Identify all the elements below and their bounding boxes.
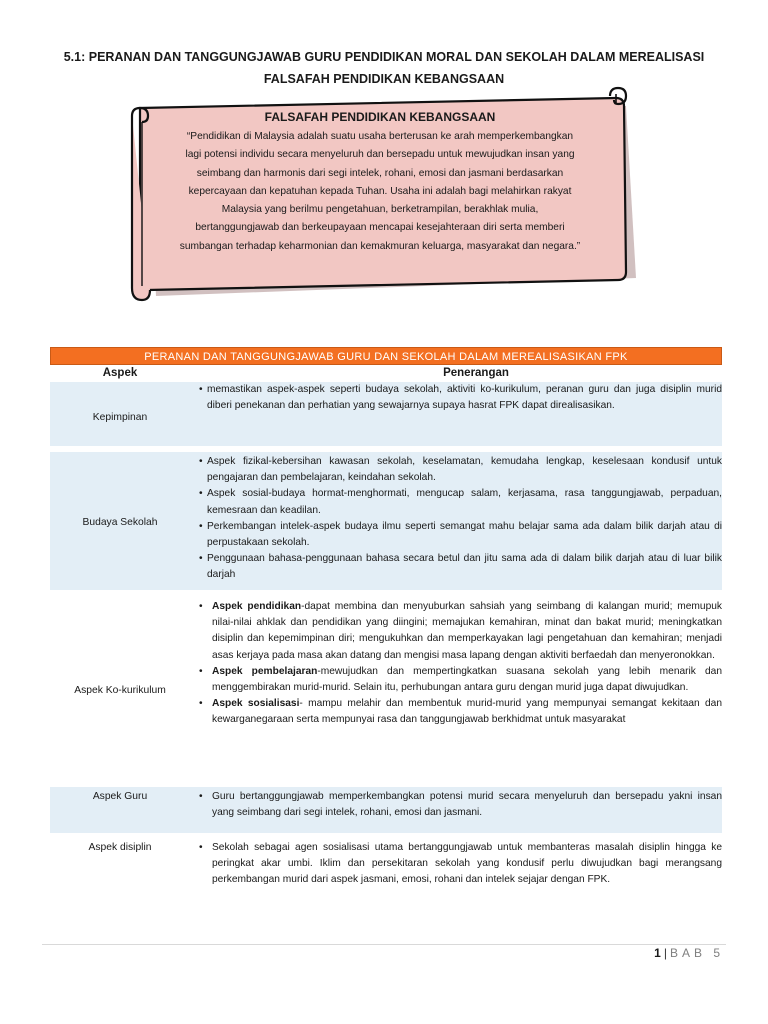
- table-row-aspek-guru: [50, 787, 722, 833]
- document-title-line-1: 5.1: PERANAN DAN TANGGUNGJAWAB GURU PENDIDIKAN MORAL DAN SEKOLAH DALAM MEREALISASI: [63, 50, 705, 64]
- quote-line: seimbang dan harmonis dari segi intelek, rohani, emosi dan jasmani berdasarkan: [196, 167, 564, 179]
- falsafah-scroll-banner: [120, 86, 644, 306]
- bullet-icon: •: [199, 553, 203, 565]
- quote-line: sumbangan terhadap keharmonian dan kemakmuran keluarga, masyarakat dan negara.”: [179, 240, 581, 252]
- falsafah-quote: [156, 128, 604, 256]
- table-row-aspek-disiplin: [50, 838, 722, 906]
- list-item: • Aspek pembelajaran-mewujudkan dan mempertingkatkan suasana sekolah yang lebih menarik dan menggembirakan murid-murid. Selain itu, perhubungan antara guru dengan murid juga dapat diwujudkan.: [199, 665, 722, 694]
- bullet-icon: •: [199, 842, 203, 853]
- list-item: • Sekolah sebagai agen sosialisasi utama bertanggungjawab untuk membanteras masalah disiplin hingga ke peringkat akar umbi. Iklim dan persekitaran sekolah yang kondusif perlu diwujudkan bagi merangsang perkembangan murid dari aspek jasmani, emosi, rohani dan intelek sejajar dengan FPK.: [199, 842, 722, 886]
- quote-line: kepercayaan dan kepatuhan kepada Tuhan. Usaha ini adalah bagi melahirkan rakyat: [188, 185, 572, 197]
- list-item: • Aspek fizikal-kebersihan kawasan sekolah, keselamatan, kemudaha lengkap, keselesaan kondusif untuk pengajaran dan pembelajaran, keindahan sekolah.: [199, 456, 722, 484]
- list-item: • Penggunaan bahasa-penggunaan bahasa secara betul dan jitu sama ada di dalam bilik darjah atau di luar bilik darjah: [199, 553, 722, 581]
- footer-divider: [42, 944, 726, 945]
- page-number: 1: [654, 946, 661, 960]
- aspek-cell: Budaya Sekolah: [82, 516, 158, 528]
- bullet-icon: •: [199, 791, 203, 802]
- penerangan-cell: [190, 840, 722, 906]
- bullet-icon: •: [199, 698, 203, 710]
- table-row-ko-kurikulum: [50, 596, 722, 782]
- list-item: • Aspek sosialisasi- mampu melahir dan membentuk murid-murid yang mempunyai semangat kekitaan dan kewarganegaraan serta mempunyai rasa dan tanggungjawab berkhidmat untuk masyarakat: [199, 698, 722, 726]
- aspek-cell: Aspek Ko-kurikulum: [74, 685, 166, 696]
- footer-separator: |: [663, 946, 667, 960]
- bullet-icon: •: [199, 520, 203, 532]
- table-header-row: [50, 365, 722, 382]
- peranan-table: [50, 347, 722, 906]
- penerangan-cell: [190, 599, 722, 782]
- quote-line: “Pendidikan di Malaysia adalah suatu usaha berterusan ke arah memperkembangkan: [186, 131, 574, 142]
- quote-line: bertanggungjawab dan berkeupayaan mencapai kesejahteraan diri serta memberi: [195, 222, 565, 234]
- bullet-icon: •: [199, 384, 203, 395]
- page-footer: [654, 946, 724, 960]
- column-header-penerangan: Penerangan: [443, 367, 509, 379]
- bullet-icon: •: [199, 665, 203, 677]
- list-item: • Guru bertanggungjawab memperkembangkan potensi murid secara menyeluruh dan bersepadu yakni insan yang seimbang dari segi intelek, rohani, emosi dan jasmani.: [199, 791, 722, 819]
- chapter-label: BAB 5: [669, 946, 724, 960]
- list-item: • Perkembangan intelek-aspek budaya ilmu seperti semangat mahu belajar sama ada dalam bilik darjah atau di perpustakaan sekolah.: [199, 520, 722, 549]
- penerangan-cell: [190, 789, 722, 833]
- table-row-budaya-sekolah: [50, 452, 722, 590]
- scroll-content: [156, 110, 604, 256]
- bullet-icon: •: [199, 456, 203, 467]
- list-item: • memastikan aspek-aspek seperti budaya sekolah, aktiviti ko-kurikulum, peranan guru dan juga disiplin murid diberi penekanan dan perhatian yang sewajarnya supaya hasrat FPK dapat direalisasikan.: [199, 384, 722, 412]
- quote-line: lagi potensi individu secara menyeluruh dan bersepadu untuk mewujudkan insan yang: [185, 149, 575, 161]
- penerangan-cell: [190, 382, 722, 446]
- scroll-heading: FALSAFAH PENDIDIKAN KEBANGSAAN: [264, 110, 496, 124]
- bullet-icon: •: [199, 488, 203, 500]
- column-header-aspek: Aspek: [102, 367, 138, 379]
- document-title-line-2: FALSAFAH PENDIDIKAN KEBANGSAAN: [263, 72, 505, 86]
- list-item: • Aspek pendidikan-dapat membina dan menyuburkan sahsiah yang seimbang di kalangan murid; memupuk nilai-nilai ahklak dan pendidikan yang diingini; memajukan kemahiran, minat dan bakat murid; meningkatkan disiplin dan kepemimpinan diri; mengukuhkan dan memperkayakan lagi pengetahuan dan kemahiran; menjadi asas kerjaya pada masa akan datang dan mengisi masa lapang dengan aktiviti berfaedah dan menyeronokkan.: [199, 601, 722, 661]
- table-row-kepimpinan: [50, 382, 722, 446]
- penerangan-cell: [190, 454, 722, 590]
- aspek-cell: Aspek Guru: [92, 791, 148, 802]
- aspek-cell: Aspek disiplin: [88, 842, 152, 853]
- document-title: [40, 46, 728, 90]
- list-item: • Aspek sosial-budaya hormat-menghormati, mengucap salam, kerjasama, rasa tanggungjawab, perpaduan, kemesraan dan keadilan.: [199, 488, 722, 516]
- bullet-icon: •: [199, 601, 203, 612]
- table-banner: PERANAN DAN TANGGUNGJAWAB GURU DAN SEKOLAH DALAM MEREALISASIKAN FPK: [50, 347, 722, 365]
- quote-line: Malaysia yang berilmu pengetahuan, berketrampilan, berakhlak mulia,: [221, 204, 539, 216]
- aspek-cell: Kepimpinan: [92, 411, 148, 423]
